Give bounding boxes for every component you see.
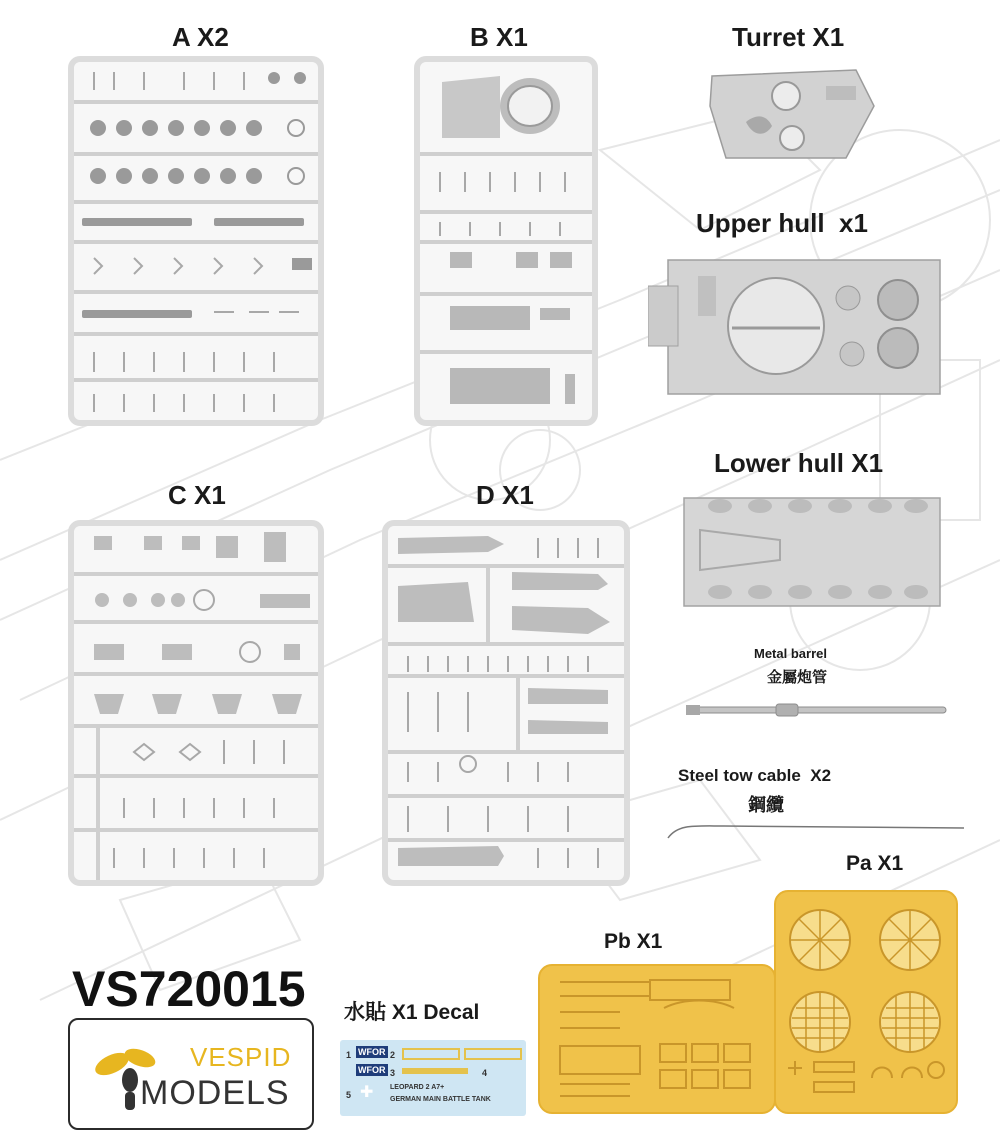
brand-name-line2: MODELS [140,1074,290,1112]
pa-parts [776,892,956,1112]
product-code: VS720015 [72,961,306,1017]
sprue-d [382,520,630,886]
decal-stripe-3 [402,1068,468,1074]
pb-label: Pb X1 [604,930,663,953]
brand-logo [68,1018,314,1130]
photo-etch-pb [538,964,776,1114]
decal-sheet [340,1040,526,1116]
sprue-b-parts [420,62,592,420]
sprue-a-parts [74,62,318,420]
sprue-a-label: A X2 [172,22,229,52]
lower-hull-label: Lower hull X1 [714,448,884,478]
sprue-c-label: C X1 [168,480,226,510]
lower-hull-part [680,490,944,614]
pb-parts [540,966,774,1112]
tow-cable-cn-label: 鋼纜 [748,795,784,815]
decal-num-2: 2 [390,1050,396,1060]
decal-title-1: LEOPARD 2 A7+ [390,1084,445,1091]
tow-cable-label: Steel tow cable X2 [678,766,832,785]
photo-etch-pa [774,890,958,1114]
pa-label: Pa X1 [846,852,904,875]
sprue-c [68,520,324,886]
decal-wfor-2: WFOR [358,1065,386,1075]
decal-stripe-1 [402,1048,460,1060]
sprue-d-parts [388,526,624,880]
sprue-b-label: B X1 [470,22,528,52]
brand-name-line1: VESPID [190,1042,292,1072]
decal-label: 水貼 X1 Decal [344,1001,480,1024]
sprue-c-parts [74,526,318,880]
tow-cable-part [664,820,968,840]
upper-hull-label: Upper hull x1 [696,208,868,238]
sprue-d-label: D X1 [476,480,534,510]
sprue-a [68,56,324,426]
turret-part [706,66,878,166]
decal-num-1: 1 [346,1050,352,1060]
decal-num-3: 3 [390,1068,396,1078]
turret-label: Turret X1 [732,22,845,52]
sprue-b [414,56,598,426]
upper-hull-part [648,256,944,398]
decal-num-4: 4 [482,1068,488,1078]
metal-barrel-cn-label: 金屬炮管 [767,669,828,686]
decal-stripe-2 [464,1048,522,1060]
decal-title-2: GERMAN MAIN BATTLE TANK [390,1096,491,1103]
decal-wfor-1: WFOR [358,1047,386,1057]
decal-cross-icon: ✚ [360,1084,374,1101]
decal-num-5: 5 [346,1090,352,1100]
metal-barrel-part [686,700,948,720]
metal-barrel-label: Metal barrel [754,646,827,661]
